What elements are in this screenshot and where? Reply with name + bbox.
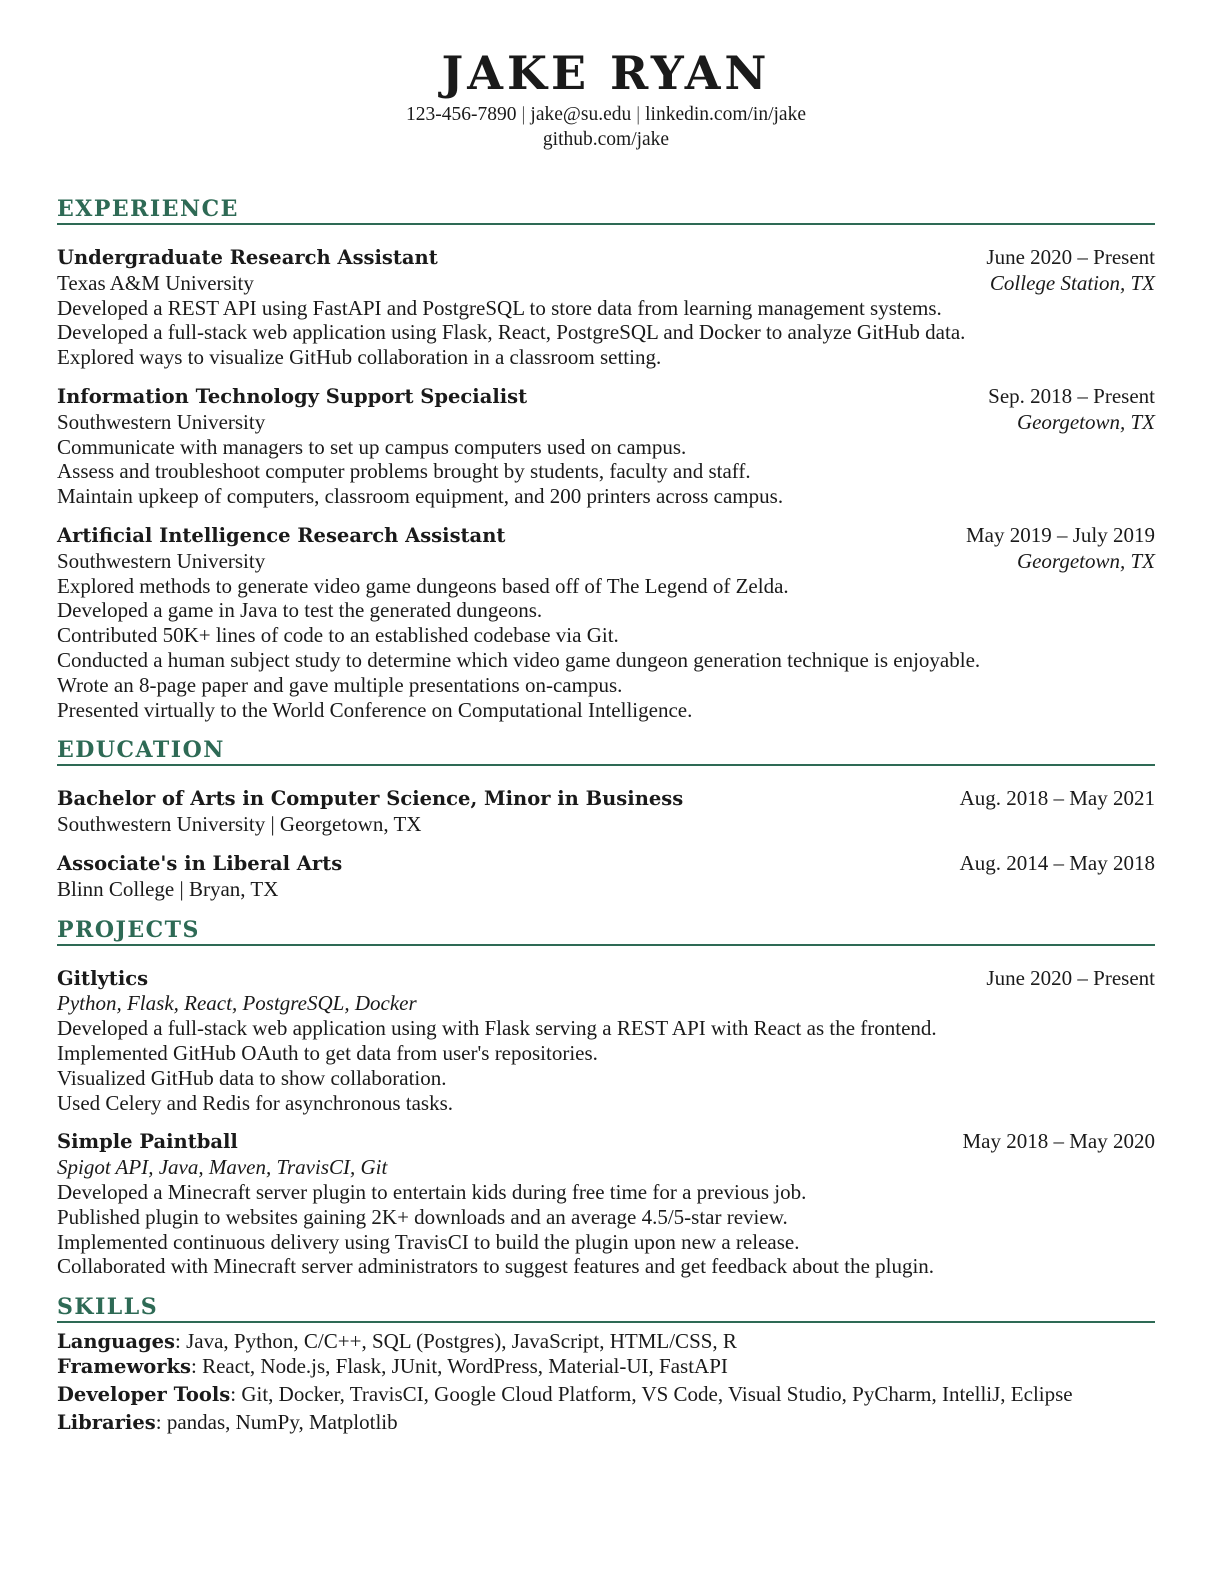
linkedin-link[interactable]: linkedin.com/in/jake	[645, 104, 806, 125]
description-line: Developed a Minecraft server plugin to entertain kids during free time for a previous job.	[57, 1179, 807, 1204]
job-location: Georgetown, TX	[1016, 409, 1155, 434]
contact-separator: |	[636, 104, 641, 125]
description-line: Communicate with managers to set up campus computers used on campus.	[57, 434, 687, 459]
entry-subheader-row	[57, 991, 1155, 1016]
section-heading: PROJECTS	[57, 916, 1155, 946]
projects-section	[57, 916, 1155, 1280]
skill-category: Libraries	[57, 1411, 156, 1435]
project-dates: May 2018 – May 2020	[962, 1129, 1155, 1154]
project-dates: June 2020 – Present	[986, 965, 1155, 990]
project-tech-stack: Python, Flask, React, PostgreSQL, Docker	[57, 991, 417, 1016]
project-entry	[57, 966, 1155, 1116]
description-line: Conducted a human subject study to determine which video game dungeon generation technique is enjoyable.	[57, 647, 981, 672]
skill-colon: :	[175, 1329, 187, 1354]
github-link[interactable]: github.com/jake	[542, 129, 670, 150]
education-dates: Aug. 2014 – May 2018	[959, 850, 1155, 875]
skill-colon: :	[155, 1410, 167, 1435]
section-heading: SKILLS	[57, 1293, 1155, 1323]
job-title: Artificial Intelligence Research Assistant	[57, 523, 506, 547]
entry-subheader-row	[57, 877, 1155, 902]
contact-separator: |	[521, 104, 526, 125]
education-list	[57, 786, 1155, 901]
experience-entry	[57, 523, 1155, 722]
employer-name: Texas A&M University	[57, 270, 254, 295]
entry-header-row	[57, 384, 1155, 410]
project-description	[57, 1016, 1155, 1115]
email-link[interactable]: jake@su.edu	[530, 104, 632, 125]
project-entry	[57, 1129, 1155, 1279]
employer-name: Southwestern University	[57, 409, 266, 434]
skill-colon: :	[191, 1354, 203, 1379]
skill-category: Frameworks	[57, 1355, 192, 1379]
school-detail: Southwestern University | Georgetown, TX	[57, 812, 422, 837]
entry-subheader-row	[57, 812, 1155, 837]
job-dates: Sep. 2018 – Present	[988, 383, 1155, 408]
project-tech-stack: Spigot API, Java, Maven, TravisCI, Git	[57, 1155, 388, 1180]
job-dates: May 2019 – July 2019	[966, 522, 1155, 547]
projects-list	[57, 966, 1155, 1280]
description-line: Developed a full-stack web application using with Flask serving a REST API with React as the frontend.	[57, 1016, 937, 1041]
education-dates: Aug. 2018 – May 2021	[959, 786, 1155, 811]
description-line: Developed a REST API using FastAPI and PostgreSQL to store data from learning management systems.	[57, 295, 942, 320]
description-line: Presented virtually to the World Conference on Computational Intelligence.	[57, 697, 693, 722]
degree-title: Bachelor of Arts in Computer Science, Minor in Business	[57, 787, 684, 811]
job-location: Georgetown, TX	[1016, 548, 1155, 573]
education-section	[57, 736, 1155, 901]
contact-line-2	[57, 127, 1155, 152]
section-heading: EDUCATION	[57, 736, 1155, 766]
skill-colon: :	[230, 1382, 242, 1407]
entry-header-row	[57, 851, 1155, 877]
skill-category: Languages	[57, 1330, 175, 1354]
job-title: Information Technology Support Specialist	[57, 384, 528, 408]
entry-subheader-row	[57, 410, 1155, 435]
description-line: Maintain upkeep of computers, classroom equipment, and 200 printers across campus.	[57, 484, 784, 509]
skills-section	[57, 1293, 1155, 1435]
description-line: Explored methods to generate video game dungeons based off of The Legend of Zelda.	[57, 573, 789, 598]
description-line: Visualized GitHub data to show collaboration.	[57, 1065, 447, 1090]
contact-line	[57, 102, 1155, 127]
experience-entry	[57, 384, 1155, 509]
skill-row	[57, 1329, 1155, 1354]
description-line: Wrote an 8-page paper and gave multiple presentations on-campus.	[57, 672, 623, 697]
description-line: Developed a full-stack web application using Flask, React, PostgreSQL and Docker to analyze GitHub data.	[57, 320, 966, 345]
skill-values: Java, Python, C/C++, SQL (Postgres), JavaScript, HTML/CSS, R	[186, 1329, 737, 1354]
education-entry	[57, 851, 1155, 902]
experience-list	[57, 245, 1155, 722]
section-heading: EXPERIENCE	[57, 195, 1155, 225]
entry-subheader-row	[57, 1155, 1155, 1180]
description-line: Assess and troubleshoot computer problems brought by students, faculty and staff.	[57, 459, 751, 484]
skill-category: Developer Tools	[57, 1383, 231, 1407]
project-description	[57, 1180, 1155, 1279]
education-entry	[57, 786, 1155, 837]
skill-row	[57, 1379, 1155, 1410]
experience-section	[57, 195, 1155, 722]
employer-name: Southwestern University	[57, 548, 266, 573]
description-line: Explored ways to visualize GitHub collaboration in a classroom setting.	[57, 345, 662, 370]
job-dates: June 2020 – Present	[986, 245, 1155, 269]
candidate-name: JAKE RYAN	[441, 46, 771, 100]
entry-header-row	[57, 1129, 1155, 1155]
skills-list	[57, 1329, 1155, 1435]
skill-row	[57, 1410, 1155, 1435]
job-location: College Station, TX	[989, 270, 1155, 295]
job-title: Undergraduate Research Assistant	[57, 246, 438, 269]
job-description	[57, 574, 1155, 723]
job-description	[57, 435, 1155, 509]
entry-subheader-row	[57, 271, 1155, 296]
description-line: Contributed 50K+ lines of code to an established codebase via Git.	[57, 623, 619, 648]
entry-header-row	[57, 523, 1155, 549]
description-line: Collaborated with Minecraft server administrators to suggest features and get feedback about the plugin.	[57, 1254, 935, 1279]
job-description	[57, 296, 1155, 370]
entry-header-row	[57, 245, 1155, 271]
degree-title: Associate's in Liberal Arts	[57, 851, 343, 875]
entry-header-row	[57, 786, 1155, 812]
phone-number: 123-456-7890	[406, 104, 517, 125]
school-detail: Blinn College | Bryan, TX	[57, 876, 279, 901]
skill-values: React, Node.js, Flask, JUnit, WordPress, Material-UI, FastAPI	[202, 1354, 728, 1379]
description-line: Implemented GitHub OAuth to get data from user's repositories.	[57, 1040, 598, 1065]
description-line: Implemented continuous delivery using TravisCI to build the plugin upon new a release.	[57, 1229, 800, 1254]
resume-header	[57, 44, 1155, 152]
skill-values: Git, Docker, TravisCI, Google Cloud Platform, VS Code, Visual Studio, PyCharm, IntelliJ, Eclipse	[241, 1382, 1073, 1407]
project-title: Simple Paintball	[57, 1130, 238, 1154]
experience-entry	[57, 245, 1155, 370]
entry-header-row	[57, 966, 1155, 992]
skill-values: pandas, NumPy, Matplotlib	[166, 1410, 398, 1435]
description-line: Published plugin to websites gaining 2K+ downloads and an average 4.5/5-star review.	[57, 1204, 788, 1229]
description-line: Developed a game in Java to test the generated dungeons.	[57, 598, 543, 623]
entry-subheader-row	[57, 549, 1155, 574]
skill-row	[57, 1354, 1155, 1379]
project-title: Gitlytics	[57, 966, 149, 990]
description-line: Used Celery and Redis for asynchronous tasks.	[57, 1090, 454, 1115]
